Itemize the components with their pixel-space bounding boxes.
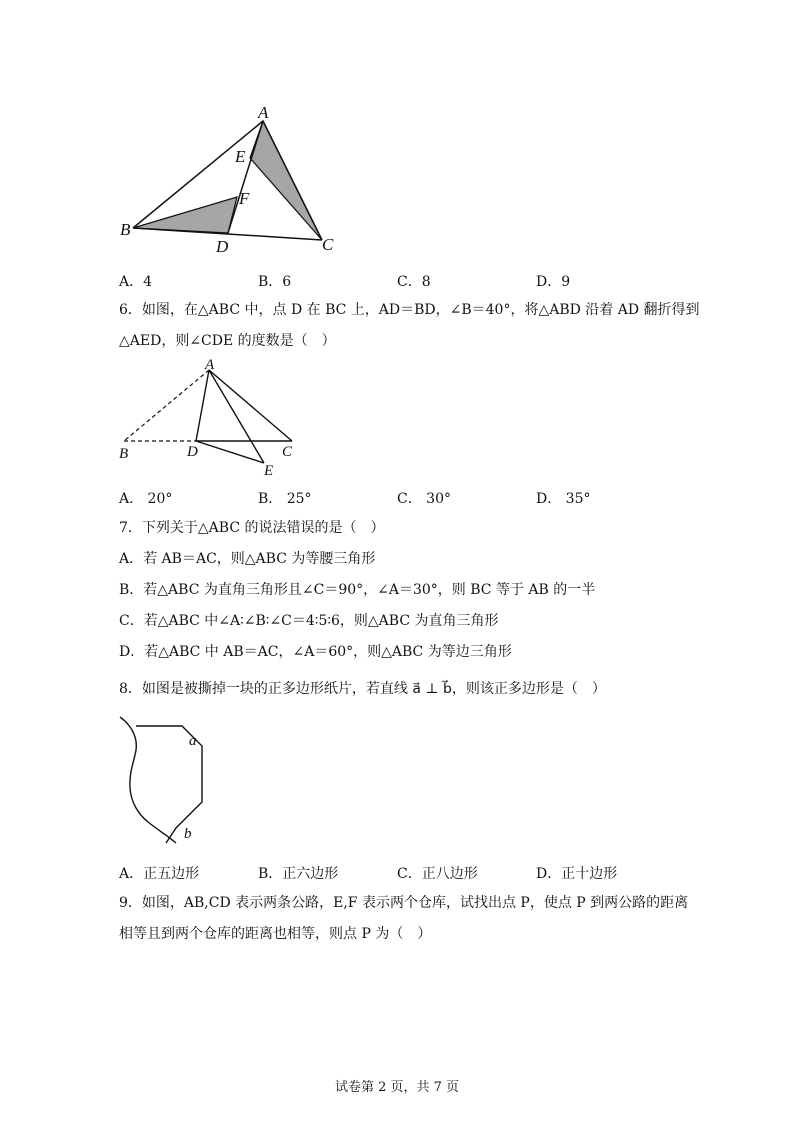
q8-figure	[110, 710, 230, 855]
q6-side-ac	[209, 370, 292, 441]
q5-figure	[110, 100, 350, 260]
q6-label-e: E	[264, 463, 274, 477]
q7-option-c[interactable]: C．若△ABC 中∠A∶∠B∶∠C＝4∶5∶6，则△ABC 为直角三角形	[119, 613, 499, 629]
q8-torn-edge	[120, 717, 176, 843]
q5-option-a[interactable]: A．4	[119, 274, 153, 290]
q6-label-d: D	[187, 444, 198, 460]
q5-label-c: C	[322, 235, 334, 254]
q5-label-d: D	[216, 237, 229, 256]
q8-label-a: a	[189, 733, 197, 749]
q7-option-d[interactable]: D．若△ABC 中 AB＝AC，∠A＝60°，则△ABC 为等边三角形	[119, 644, 512, 660]
q6-dashed-ab	[124, 370, 209, 441]
q9-stem-line1: 9．如图，AB,CD 表示两条公路，E,F 表示两个仓库，试找出点 P，使点 P 到两公路的距离	[119, 895, 689, 911]
q7-option-a[interactable]: A．若 AB＝AC，则△ABC 为等腰三角形	[119, 551, 376, 567]
page-footer: 试卷第 2 页，共 7 页	[334, 1080, 460, 1095]
q5-label-f: F	[239, 189, 250, 208]
q7-stem: 7．下列关于△ABC 的说法错误的是（ ）	[119, 520, 385, 536]
q6-label-b: B	[119, 446, 129, 462]
q8-option-a[interactable]: A．正五边形	[119, 866, 200, 882]
q6-label-c: C	[282, 444, 293, 460]
q6-segment-ae	[209, 370, 264, 463]
q6-option-a[interactable]: A． 20°	[119, 491, 173, 507]
q5-label-e: E	[235, 147, 246, 166]
q6-segment-de	[196, 441, 264, 463]
q5-median-ad	[228, 121, 263, 233]
q8-option-c[interactable]: C．正八边形	[397, 866, 478, 882]
q5-option-b[interactable]: B．6	[258, 274, 292, 290]
q8-option-b[interactable]: B．正六边形	[258, 866, 339, 882]
q6-figure	[110, 355, 310, 477]
q6-segment-ad	[196, 370, 209, 441]
q5-shaded-triangle-aec	[250, 121, 322, 240]
q6-option-d[interactable]: D． 35°	[536, 491, 591, 507]
q9-stem-line2: 相等且到两个仓库的距离也相等，则点 P 为（ ）	[119, 926, 432, 942]
q6-stem-line2: △AED，则∠CDE 的度数是（ ）	[119, 333, 336, 349]
q6-option-c[interactable]: C． 30°	[397, 491, 451, 507]
q5-option-d[interactable]: D．9	[536, 274, 571, 290]
q5-label-a: A	[258, 103, 269, 122]
q8-label-b: b	[184, 826, 192, 842]
q6-stem-line1: 6．如图，在△ABC 中，点 D 在 BC 上，AD＝BD，∠B＝40°，将△ABD 沿着 AD 翻折得到	[119, 302, 700, 318]
q6-option-b[interactable]: B． 25°	[258, 491, 312, 507]
q7-option-b[interactable]: B．若△ABC 为直角三角形且∠C＝90°，∠A＝30°，则 BC 等于 AB 的一半	[119, 582, 596, 598]
q5-option-c[interactable]: C．8	[397, 274, 431, 290]
q6-label-a: A	[205, 357, 215, 373]
q8-stem: 8．如图是被撕掉一块的正多边形纸片，若直线 a⃗ ⊥ b⃗，则该正多边形是（ ）	[119, 681, 606, 697]
q8-option-d[interactable]: D．正十边形	[536, 866, 618, 882]
q5-label-b: B	[120, 220, 131, 239]
